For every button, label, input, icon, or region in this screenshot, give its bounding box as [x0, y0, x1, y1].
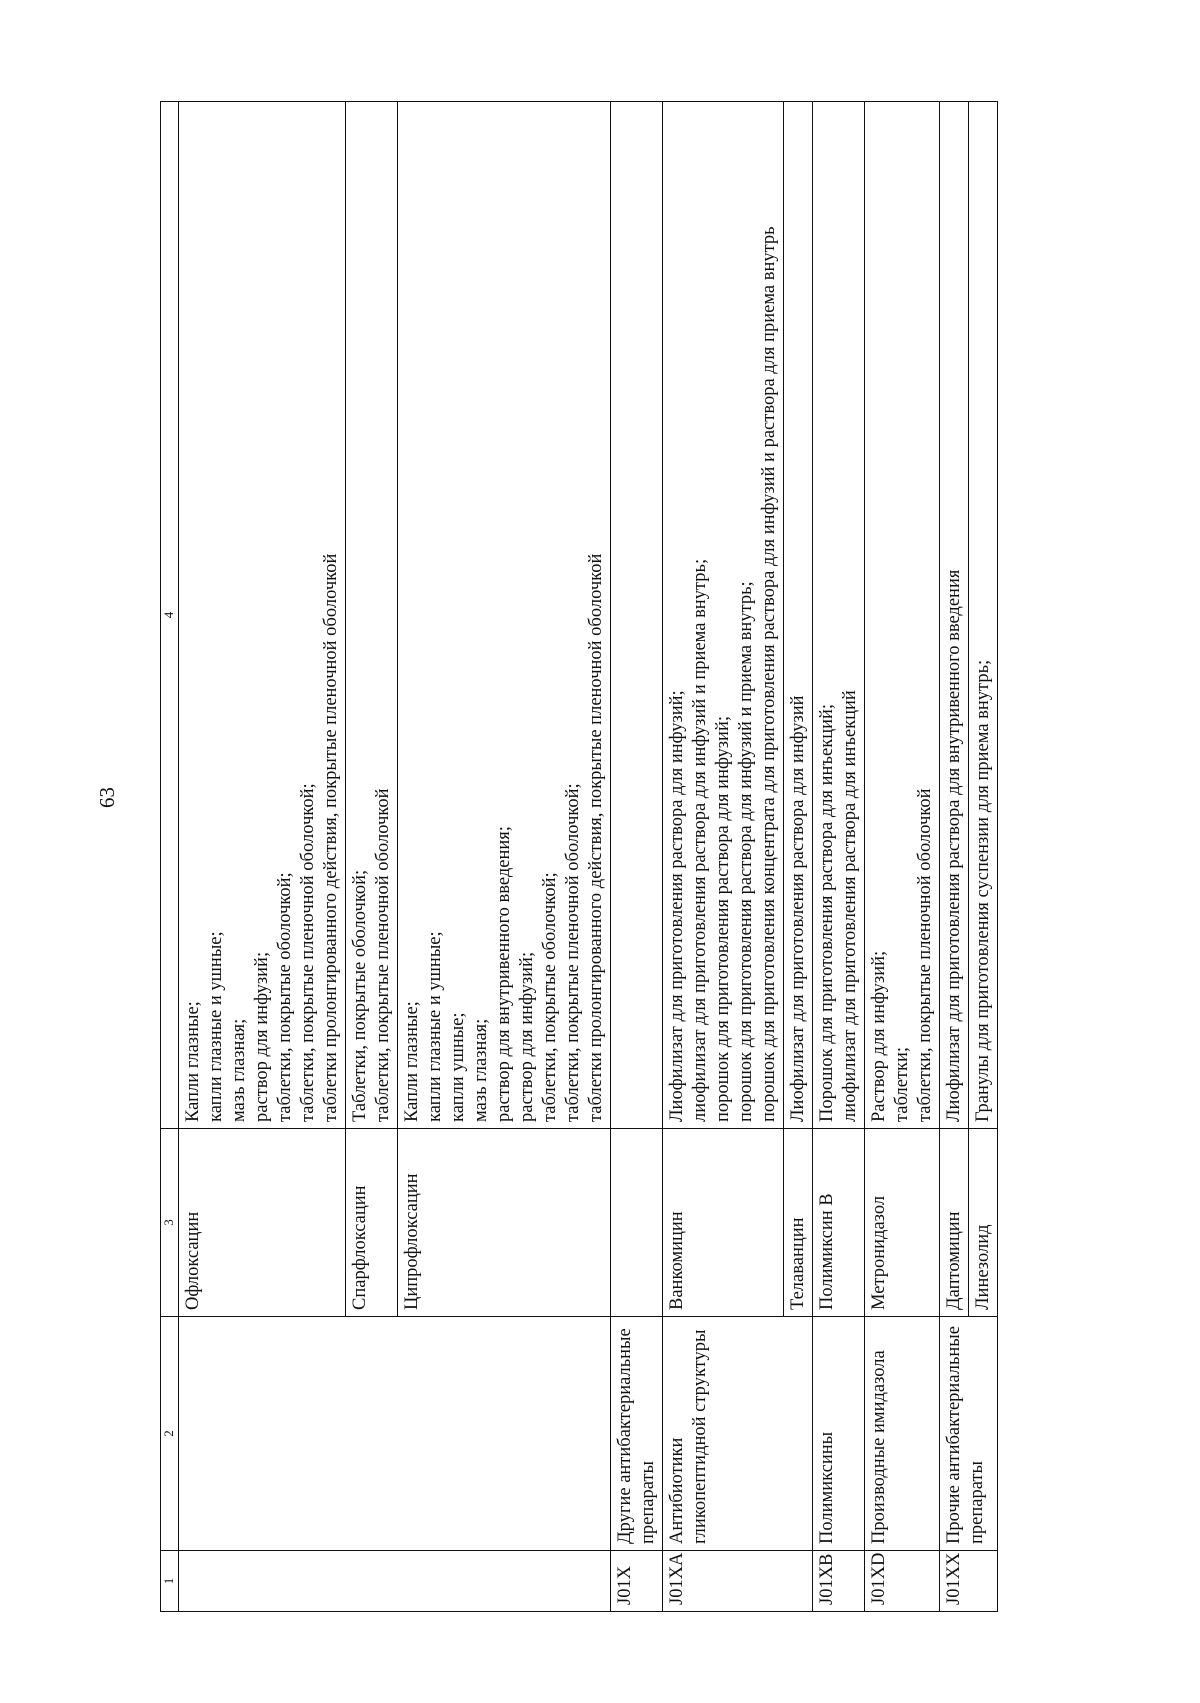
- dosage-forms-cell: Капли глазные; капли глазные и ушные; капли ушные; мазь глазная; раствор для внутривенного введения; раствор для инфузий; таблетки, покрытые оболочкой; таблетки, покрытые пленочной оболочкой; таблетки пролонгированного действия, покрытые пленочной оболочкой: [398, 102, 611, 1129]
- table-row: [813, 102, 865, 1612]
- table-row: [940, 102, 969, 1612]
- dosage-forms-cell: [611, 102, 663, 1129]
- dosage-forms-cell: Порошок для приготовления раствора для инъекций; лиофилизат для приготовления раствора для инъекций: [813, 102, 865, 1129]
- drug-table: [160, 101, 998, 1612]
- group-name-cell: Антибиотики гликопептидной структуры: [663, 1317, 813, 1551]
- table-row: [663, 102, 784, 1612]
- header-cell-2: 2: [161, 1317, 179, 1551]
- drug-name-cell: Ванкомицин: [663, 1129, 784, 1317]
- drug-name-cell: Офлоксацин: [179, 1129, 346, 1317]
- group-name-cell: Другие антибактериальные препараты: [611, 1317, 663, 1551]
- drug-name-cell: Даптомицин: [940, 1129, 969, 1317]
- drug-name-cell: [611, 1129, 663, 1317]
- dosage-forms-cell: Гранулы для приготовления суспензии для приема внутрь;: [969, 102, 998, 1129]
- drug-name-cell: Линезолид: [969, 1129, 998, 1317]
- group-name-cell: Полимиксины: [813, 1317, 865, 1551]
- atc-code-cell: [179, 1551, 611, 1612]
- header-row: [161, 102, 179, 1612]
- dosage-forms-cell: Раствор для инфузий; таблетки; таблетки, покрытые пленочной оболочкой: [865, 102, 940, 1129]
- drug-name-cell: Телаванцин: [784, 1129, 813, 1317]
- table-row: [179, 102, 346, 1612]
- atc-code-cell: J01X: [611, 1551, 663, 1612]
- table-row: [611, 102, 663, 1612]
- header-cell-3: 3: [161, 1129, 179, 1317]
- drug-name-cell: Ципрофлоксацин: [398, 1129, 611, 1317]
- group-name-cell: [179, 1317, 611, 1551]
- dosage-forms-cell: Лиофилизат для приготовления раствора для инфузий: [784, 102, 813, 1129]
- page-number: 63: [95, 787, 119, 808]
- atc-code-cell: J01XX: [940, 1551, 998, 1612]
- dosage-forms-cell: Таблетки, покрытые оболочкой; таблетки, покрытые пленочной оболочкой: [346, 102, 398, 1129]
- table-row: [865, 102, 940, 1612]
- dosage-forms-cell: Лиофилизат для приготовления раствора для инфузий; лиофилизат для приготовления раствора для инфузий и приема внутрь; порошок для приготовления раствора для инфузий; порошок для приготовления раствора для инфузий и приема внутрь; порошок для приготовления концентрата для приготовления раствора для инфузий и раствора для приема внутрь: [663, 102, 784, 1129]
- drug-name-cell: Спарфлоксацин: [346, 1129, 398, 1317]
- header-cell-4: 4: [161, 102, 179, 1129]
- drug-name-cell: Полимиксин В: [813, 1129, 865, 1317]
- rotated-table-container: [160, 102, 1085, 1612]
- atc-code-cell: J01XD: [865, 1551, 940, 1612]
- atc-code-cell: J01XB: [813, 1551, 865, 1612]
- dosage-forms-cell: Капли глазные; капли глазные и ушные; мазь глазная; раствор для инфузий; таблетки, покрытые оболочкой; таблетки, покрытые пленочной оболочкой; таблетки пролонгированного действия, покрытые пленочной оболочкой: [179, 102, 346, 1129]
- atc-code-cell: J01XA: [663, 1551, 813, 1612]
- drug-name-cell: Метронидазол: [865, 1129, 940, 1317]
- group-name-cell: Прочие антибактериальные препараты: [940, 1317, 998, 1551]
- dosage-forms-cell: Лиофилизат для приготовления раствора для внутривенного введения: [940, 102, 969, 1129]
- header-cell-1: 1: [161, 1551, 179, 1612]
- group-name-cell: Производные имидазола: [865, 1317, 940, 1551]
